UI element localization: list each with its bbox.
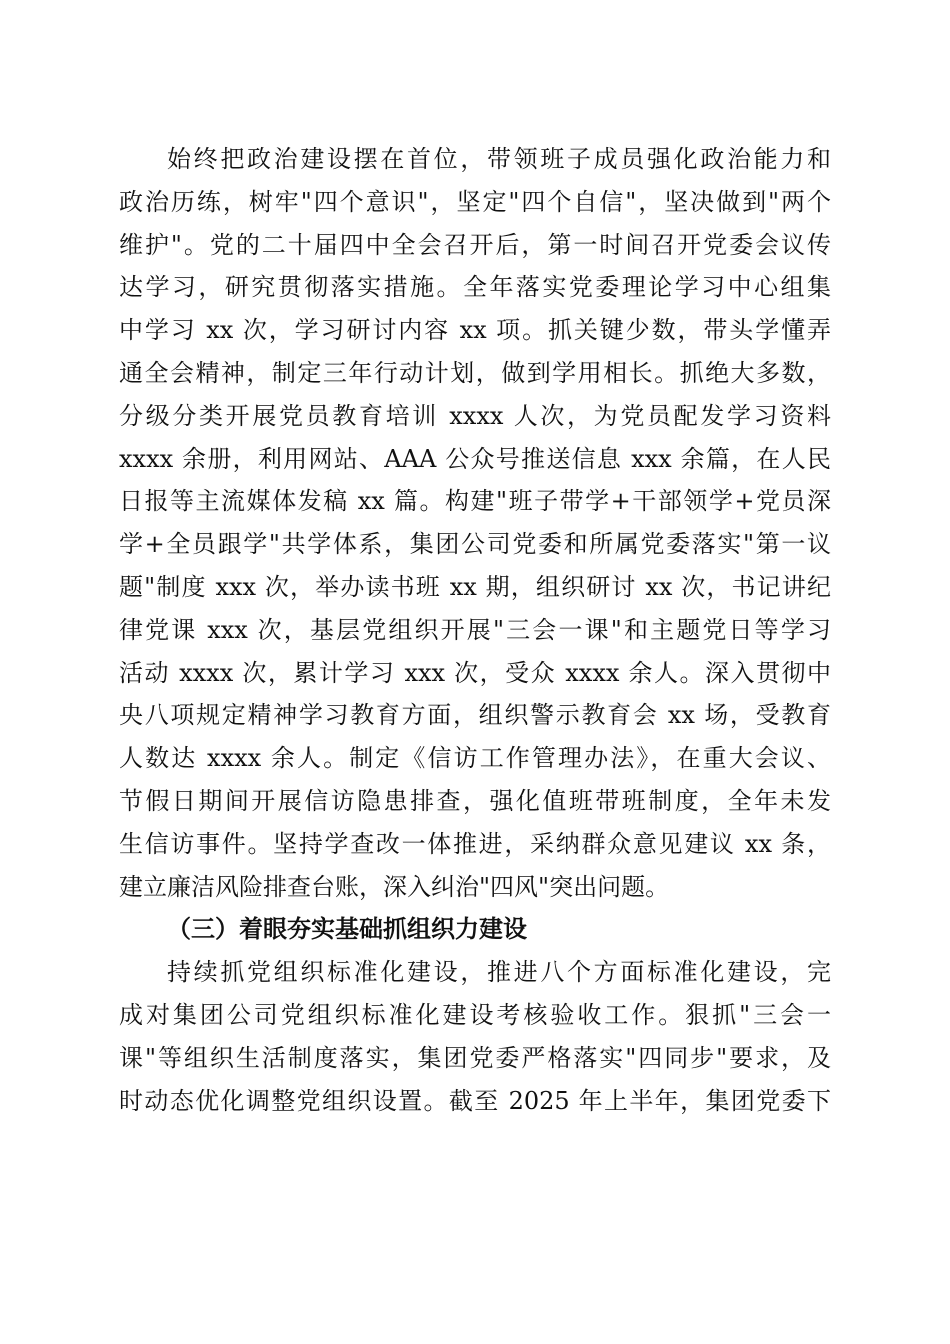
- paragraph-line: 成对集团公司党组织标准化建设考核验收工作。狠抓"三会一: [119, 1000, 831, 1029]
- paragraph-line: 中学习 xx 次，学习研讨内容 xx 项。抓关键少数，带头学懂弄: [119, 316, 831, 345]
- paragraph-line: 活动 xxxx 次，累计学习 xxx 次，受众 xxxx 余人。深入贯彻中: [119, 658, 831, 687]
- paragraph-line: 节假日期间开展信访隐患排查，强化值班带班制度，全年未发: [119, 786, 831, 815]
- paragraph-line: 通全会精神，制定三年行动计划，做到学用相长。抓绝大多数，: [119, 358, 831, 387]
- paragraph-line: 维护"。党的二十届四中全会召开后，第一时间召开党委会议传: [119, 230, 831, 259]
- paragraph-line: 建立廉洁风险排查台账，深入纠治"四风"突出问题。: [119, 872, 670, 901]
- paragraph-line: 生信访事件。坚持学查改一体推进，采纳群众意见建议 xx 条，: [119, 829, 831, 858]
- paragraph-line: 始终把政治建设摆在首位，带领班子成员强化政治能力和: [167, 145, 831, 173]
- paragraph-line: 分级分类开展党员教育培训 xxxx 人次，为党员配发学习资料: [119, 401, 831, 430]
- paragraph-line: xxxx 余册，利用网站、AAA 公众号推送信息 xxx 余篇，在人民: [119, 444, 831, 473]
- paragraph-line: 央八项规定精神学习教育方面，组织警示教育会 xx 场，受教育: [119, 701, 831, 730]
- section-heading: （三）着眼夯实基础抓组织力建设: [167, 914, 527, 944]
- paragraph-line: 时动态优化调整党组织设置。截至 2025 年上半年，集团党委下: [119, 1086, 831, 1115]
- paragraph-line: 学+全员跟学"共学体系，集团公司党委和所属党委落实"第一议: [119, 530, 831, 559]
- paragraph-line: 题"制度 xxx 次，举办读书班 xx 期，组织研讨 xx 次，书记讲纪: [119, 572, 831, 601]
- paragraph-line: 政治历练，树牢"四个意识"，坚定"四个自信"，坚决做到"两个: [119, 187, 831, 216]
- paragraph-line: 课"等组织生活制度落实，集团党委严格落实"四同步"要求，及: [119, 1043, 831, 1072]
- document-body: [119, 138, 831, 1122]
- paragraph-line: 律党课 xxx 次，基层党组织开展"三会一课"和主题党日等学习: [119, 615, 831, 644]
- paragraph-line: 日报等主流媒体发稿 xx 篇。构建"班子带学+干部领学+党员深: [119, 487, 831, 516]
- paragraph-line: 人数达 xxxx 余人。制定《信访工作管理办法》，在重大会议、: [119, 744, 831, 773]
- paragraph-line: 持续抓党组织标准化建设，推进八个方面标准化建设，完: [167, 958, 831, 987]
- paragraph-line: 达学习，研究贯彻落实措施。全年落实党委理论学习中心组集: [119, 273, 831, 302]
